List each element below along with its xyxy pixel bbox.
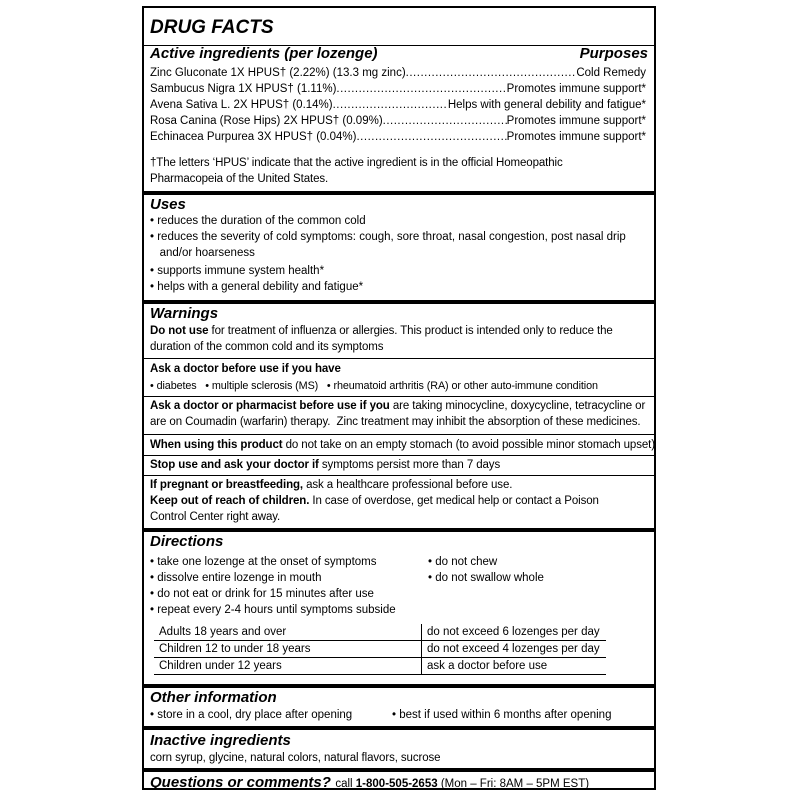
ingredient-purpose: Promotes immune support*: [506, 83, 646, 95]
do-not-use-line-2: duration of the common cold and its symptoms: [150, 341, 384, 353]
questions-line: Questions or comments? call 1-800-505-2653 (Mon – Fri: 8AM – 5PM EST): [150, 774, 590, 791]
ingredient-purpose: Promotes immune support*: [506, 131, 646, 143]
dose-cell: do not exceed 6 lozenges per day: [422, 624, 607, 641]
uses-item: • reduces the severity of cold symptoms: cough, sore throat, nasal congestion, post nasal drip: [150, 231, 626, 243]
other-info-divider: [144, 684, 654, 688]
directions-item: • do not chew: [428, 556, 498, 568]
keep-out-line-1: Keep out of reach of children. In case of overdose, get medical help or contact a Poison: [150, 495, 599, 507]
uses-item: • supports immune system health*: [150, 265, 325, 277]
active-ingredient-row: [150, 98, 646, 112]
pregnant-label: If pregnant or breastfeeding,: [150, 479, 304, 491]
phone-number: 1-800-505-2653: [355, 778, 438, 790]
directions-heading: Directions: [150, 533, 224, 550]
drug-facts-title: DRUG FACTS: [150, 17, 274, 38]
do-not-use-line-1: Do not use for treatment of influenza or allergies. This product is intended only to reduce the: [150, 325, 613, 337]
table-row: [154, 658, 606, 675]
directions-item: • repeat every 2-4 hours until symptoms subside: [150, 604, 396, 616]
dosage-table: [154, 624, 606, 675]
active-ingredient-row: [150, 130, 646, 144]
drug-facts-panel: [142, 6, 656, 790]
ask-doctor-conditions: • diabetes • multiple sclerosis (MS) • rheumatoid arthritis (RA) or other auto-immune condition: [150, 380, 598, 392]
do-not-use-label: Do not use: [150, 325, 209, 337]
ingredient-purpose: Helps with general debility and fatigue*: [447, 99, 646, 111]
active-ingredients-heading: Active ingredients (per lozenge): [150, 45, 378, 62]
dose-cell: do not exceed 4 lozenges per day: [422, 641, 607, 658]
stop-use-label: Stop use and ask your doctor if: [150, 459, 319, 471]
active-ingredient-row: [150, 114, 646, 128]
ingredient-purpose: Promotes immune support*: [506, 115, 646, 127]
other-info-item: • store in a cool, dry place after opening: [150, 709, 353, 721]
age-group-cell: Adults 18 years and over: [154, 624, 422, 641]
questions-divider: [144, 768, 654, 772]
directions-item: • do not swallow whole: [428, 572, 544, 584]
keep-out-line-2: Control Center right away.: [150, 511, 281, 523]
dose-cell: ask a doctor before use: [422, 658, 607, 675]
when-using-label: When using this product: [150, 439, 283, 451]
ask-pharmacist-line-1: Ask a doctor or pharmacist before use if you are taking minocycline, doxycycline, tetracycline or: [150, 400, 646, 412]
ask-pharmacist-line-2: are on Coumadin (warfarin) therapy. Zinc treatment may inhibit the absorption of these medicines.: [150, 416, 641, 428]
questions-heading: Questions or comments?: [150, 774, 331, 791]
directions-item: • take one lozenge at the onset of symptoms: [150, 556, 377, 568]
active-ingredient-row: [150, 66, 646, 80]
ask-pharmacist-label: Ask a doctor or pharmacist before use if you: [150, 400, 390, 412]
uses-item: • reduces the duration of the common cold: [150, 215, 366, 227]
stop-use-line: Stop use and ask your doctor if symptoms persist more than 7 days: [150, 459, 501, 471]
ingredient-purpose: Cold Remedy: [576, 67, 646, 79]
ingredient-name: Echinacea Purpurea 3X HPUS† (0.04%): [150, 131, 357, 143]
ingredient-name: Avena Sativa L. 2X HPUS† (0.14%): [150, 99, 333, 111]
warnings-divider: [144, 300, 654, 304]
inactive-heading: Inactive ingredients: [150, 732, 291, 749]
inactive-divider: [144, 726, 654, 730]
phone-hours: (Mon – Fri: 8AM – 5PM EST): [437, 778, 590, 790]
uses-heading: Uses: [150, 196, 186, 213]
directions-item: • dissolve entire lozenge in mouth: [150, 572, 322, 584]
directions-item: • do not eat or drink for 15 minutes after use: [150, 588, 374, 600]
uses-item: and/or hoarseness: [150, 247, 255, 259]
ingredient-name: Sambucus Nigra 1X HPUS† (1.11%): [150, 83, 337, 95]
when-using-line: When using this product do not take on an empty stomach (to avoid possible minor stomach upset): [150, 439, 655, 451]
other-info-heading: Other information: [150, 689, 277, 706]
age-group-cell: Children under 12 years: [154, 658, 422, 675]
hpus-footnote-line-2: Pharmacopeia of the United States.: [150, 173, 329, 185]
ask-doctor-label: Ask a doctor before use if you have: [150, 363, 341, 375]
other-info-item: • best if used within 6 months after opening: [392, 709, 612, 721]
active-ingredient-row: [150, 82, 646, 96]
age-group-cell: Children 12 to under 18 years: [154, 641, 422, 658]
table-row: [154, 641, 606, 658]
ingredient-name: Zinc Gluconate 1X HPUS† (2.22%) (13.3 mg zinc): [150, 67, 406, 79]
uses-item: • helps with a general debility and fatigue*: [150, 281, 364, 293]
uses-divider: [144, 191, 654, 195]
table-row: [154, 624, 606, 641]
purposes-heading: Purposes: [579, 45, 648, 62]
ingredient-name: Rosa Canina (Rose Hips) 2X HPUS† (0.09%): [150, 115, 383, 127]
hpus-footnote-line-1: †The letters ‘HPUS’ indicate that the active ingredient is in the official Homeopathic: [150, 157, 563, 169]
directions-divider: [144, 528, 654, 532]
pregnant-line: If pregnant or breastfeeding, ask a healthcare professional before use.: [150, 479, 513, 491]
warnings-heading: Warnings: [150, 305, 219, 322]
inactive-ingredients-text: corn syrup, glycine, natural colors, natural flavors, sucrose: [150, 752, 441, 764]
keep-out-label: Keep out of reach of children.: [150, 495, 310, 507]
